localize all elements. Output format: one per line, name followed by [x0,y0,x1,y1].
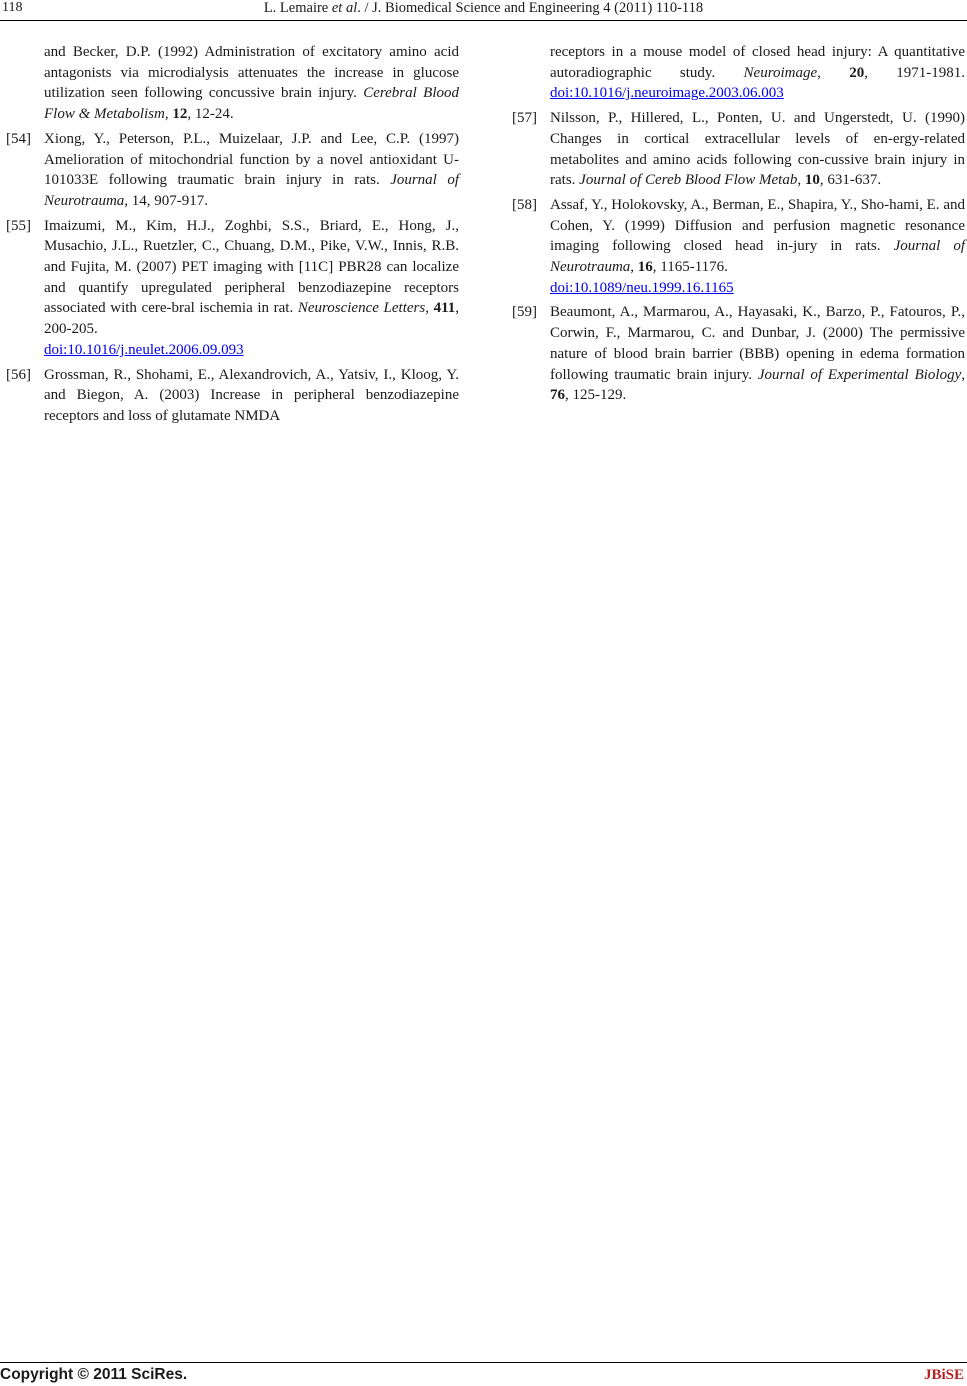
reference-number: [57] [512,110,537,127]
reference-body [44,365,459,427]
right-column [512,42,965,410]
running-head-etal: et al [331,0,358,16]
header-rule [0,20,967,21]
reference-pages: , 1971-1981. [864,64,966,81]
volume-number: 76 [550,387,565,404]
running-head-authors: L. Lemaire [263,0,332,16]
reference-body [550,302,965,406]
journal-name: Journal of Cereb Blood Flow Metab [579,172,798,189]
reference-body [44,129,459,212]
volume-number: 20 [849,64,865,81]
reference-body [550,42,965,104]
reference-entry [6,216,459,361]
reference-pages: , 631-637. [819,172,882,189]
reference-entry [512,42,965,104]
reference-separator: , [961,366,965,383]
journal-name: Journal of Experimental Biology [757,366,962,383]
reference-entry [6,42,459,125]
volume-number: 12 [172,106,188,123]
reference-number: [55] [6,217,31,234]
reference-body [44,216,459,361]
volume-number: 411 [433,300,456,317]
reference-body [44,42,459,125]
reference-text: Beaumont, A., Marmarou, A., Hayasaki, K., Barzo, P., Fatouros, P., Corwin, F., Marmarou, C. and Dunbar, J. (2000) The permissive nature of blood brain barrier (BBB) opening in edema formation following traumatic brain injury. [550,304,965,383]
reference-entry [512,302,965,406]
reference-text: Imaizumi, M., Kim, H.J., Zoghbi, S.S., Briard, E., Hong, J., Musachio, J.L., Ruetzler, C., Chuang, D.M., Pike, V.W., Innis, R.B. and Fujita, M. (2007) PET imaging with [11C] PBR28 can localize and quantify upregulated peripheral benzodiazepine receptors associated with cere-bral ischemia in rat. [44,217,459,317]
journal-name: Neuroscience Letters [297,300,426,317]
page-number: 118 [2,0,23,15]
reference-separator: , [817,64,850,81]
copyright-notice: Copyright © 2011 SciRes. [0,1366,188,1383]
running-head [0,0,967,17]
reference-pages: 14, 907-917. [131,192,209,209]
reference-entry [6,129,459,212]
reference-number: [54] [6,130,31,147]
reference-body [550,108,965,191]
journal-name: Journal of Neurotrauma [44,172,459,209]
reference-entry [512,108,965,191]
reference-text: and Becker, D.P. (1992) Administration of excitatory amino acid antagonists via microdialysis attenuates the increase in glucose utilization seen following concussive brain injury. [44,44,459,102]
reference-text: Nilsson, P., Hillered, L., Ponten, U. and Ungerstedt, U. (1990) Changes in cortical extracellular levels of en-ergy-related metabolites and amino acids following con-cussive brain injury in rats. [550,110,965,189]
journal-name: Journal of Neurotrauma [550,238,965,276]
doi-link[interactable]: doi:10.1016/j.neuroimage.2003.06.003 [550,85,784,102]
reference-text: Xiong, Y., Peterson, P.L., Muizelaar, J.P. and Lee, C.P. (1997) Amelioration of mitochondrial function by a novel antioxidant U-101033E following traumatic brain injury in rats. [44,130,459,189]
doi-link[interactable]: doi:10.1089/neu.1999.16.1165 [550,279,734,296]
reference-number: [58] [512,196,537,213]
journal-name: Cerebral Blood Flow & Metabolism [44,85,459,123]
reference-number: [59] [512,304,537,321]
footer-rule [0,1362,967,1363]
reference-entry [6,365,459,427]
running-head-citation: . / J. Biomedical Science and Engineering 4 (2011) 110-118 [357,0,704,16]
reference-body [550,195,965,299]
reference-number: [56] [6,366,31,383]
reference-pages: , 125-129. [565,387,627,404]
reference-text: Grossman, R., Shohami, E., Alexandrovich, A., Yatsiv, I., Kloog, Y. and Biegon, A. (2003) Increase in peripheral benzodiazepine receptors and loss of glutamate NMDA [44,366,459,424]
reference-separator: , [630,259,638,276]
reference-separator: , [164,106,173,123]
doi-link[interactable]: doi:10.1016/j.neulet.2006.09.093 [44,341,244,358]
reference-entry [512,195,965,299]
volume-number: 16 [637,259,653,276]
reference-pages: , 12-24. [187,106,234,123]
reference-separator: , [124,192,132,209]
reference-text: receptors in a mouse model of closed head injury: A quantitative autoradiographic study. [550,44,965,81]
volume-number: 10 [804,172,820,189]
reference-separator: , [797,172,805,189]
journal-name: Neuroimage [743,64,818,81]
reference-pages: , 200-205. [44,300,460,338]
reference-separator: , [425,300,434,317]
left-column [6,42,459,431]
journal-abbreviation: JBiSE [923,1367,964,1383]
reference-text: Assaf, Y., Holokovsky, A., Berman, E., Shapira, Y., Sho-hami, E. and Cohen, Y. (1999) Diffusion and perfusion magnetic resonance imaging following closed head in-jury in rats. [550,196,965,255]
reference-pages: , 1165-1176. [652,259,728,276]
